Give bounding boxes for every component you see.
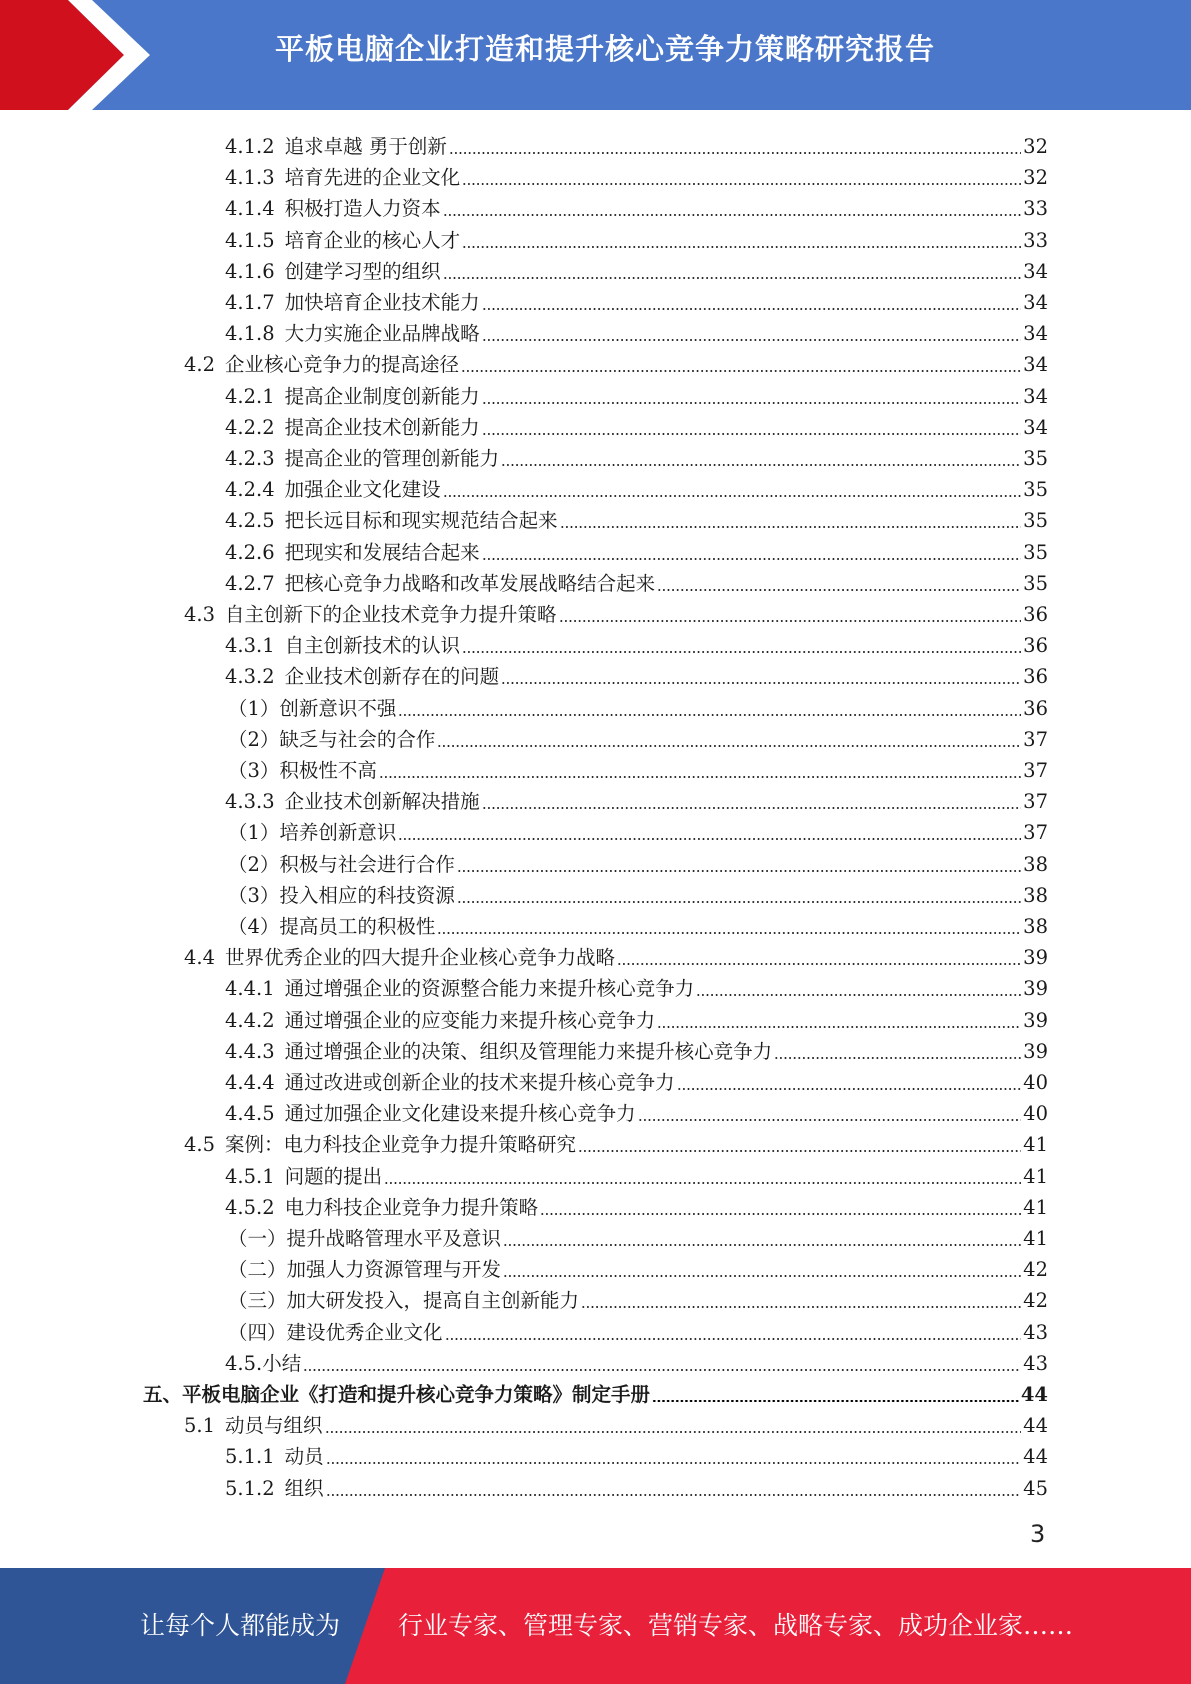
toc-dot-leader	[398, 838, 1021, 840]
toc-entry-number: 4.5	[184, 1133, 216, 1157]
toc-entry-title: 把核心竞争力战略和改革发展战略结合起来	[284, 571, 656, 595]
toc-entry[interactable]	[225, 1189, 1048, 1220]
toc-entry-number: 4.3.1	[225, 634, 275, 658]
toc-dot-leader	[457, 870, 1021, 872]
toc-entry-page: 37	[1023, 727, 1048, 751]
toc-entry-title: 自主创新下的企业技术竞争力提升策略	[225, 603, 557, 626]
toc-entry-page: 35	[1023, 509, 1048, 533]
toc-entry-title: 案例：电力科技企业竞争力提升策略研究	[225, 1133, 577, 1157]
footer-slogan: 让每个人都能成为	[140, 1611, 341, 1640]
toc-entry-page: 44	[1023, 1414, 1048, 1438]
toc-dot-leader	[503, 1275, 1021, 1277]
toc-entry-number: 4.2.4	[225, 478, 275, 502]
toc-entry-page: 34	[1023, 259, 1048, 283]
toc-entry-page: 43	[1023, 1320, 1048, 1344]
toc-entry-page: 36	[1023, 665, 1048, 689]
toc-dot-leader	[657, 589, 1021, 591]
toc-dot-leader	[326, 1494, 1022, 1496]
toc-dot-leader	[657, 1026, 1021, 1028]
toc-entry-page: 36	[1023, 634, 1048, 658]
toc-entry-number: 4.1.2	[225, 135, 275, 158]
toc-entry-page: 44	[1023, 1445, 1048, 1469]
toc-entry-title: （四）建设优秀企业文化	[228, 1320, 443, 1344]
toc-dot-leader	[638, 1119, 1022, 1121]
toc-entry-number: 4.4.5	[225, 1102, 275, 1126]
toc-entry[interactable]	[225, 222, 1048, 253]
toc-entry-title: 追求卓越 勇于创新	[284, 135, 447, 158]
toc-entry-number: 4.2.7	[225, 571, 275, 595]
toc-entry-page: 41	[1023, 1195, 1048, 1219]
toc-entry-page: 33	[1023, 228, 1048, 252]
toc-entry-number: 4.2.5	[225, 509, 275, 533]
toc-dot-leader	[617, 963, 1021, 965]
toc-dot-leader	[443, 495, 1022, 497]
toc-entry[interactable]	[225, 1438, 1048, 1469]
toc-entry-number: 4.2.6	[225, 540, 275, 564]
toc-entry[interactable]	[184, 1407, 1048, 1438]
toc-entry-title: 企业技术创新解决措施	[284, 790, 480, 814]
toc-entry-page: 40	[1023, 1071, 1048, 1094]
toc-entry-page: 37	[1023, 790, 1048, 814]
toc-entry[interactable]	[225, 783, 1048, 814]
toc-entry-page: 34	[1023, 353, 1048, 377]
toc-dot-leader	[652, 1400, 1019, 1402]
toc-entry-number: 5.1	[184, 1414, 216, 1438]
toc-dot-leader	[482, 807, 1022, 809]
toc-entry-page: 35	[1023, 478, 1048, 502]
toc-entry-page: 34	[1023, 415, 1048, 439]
toc-entry[interactable]	[228, 877, 1048, 908]
toc-entry-title: 世界优秀企业的四大提升企业核心竞争力战略	[225, 946, 616, 970]
toc-entry-title: 提高企业技术创新能力	[284, 415, 480, 439]
toc-entry-page: 42	[1023, 1289, 1048, 1313]
toc-entry[interactable]	[228, 846, 1048, 877]
toc-entry[interactable]	[225, 1345, 1048, 1376]
toc-entry-title: 培育企业的核心人才	[284, 228, 461, 252]
toc-entry-title: 大力实施企业品牌战略	[284, 322, 480, 346]
toc-entry[interactable]	[225, 502, 1048, 533]
toc-entry-page: 39	[1023, 1008, 1048, 1032]
toc-entry-number: 4.4.1	[225, 977, 275, 1001]
toc-entry-title: （3）积极性不高	[228, 759, 377, 782]
toc-entry-number: 4.3	[184, 603, 216, 626]
toc-dot-leader	[482, 558, 1022, 560]
toc-entry-title: 通过增强企业的资源整合能力来提升核心竞争力	[284, 977, 695, 1001]
toc-entry-title: （二）加强人力资源管理与开发	[228, 1258, 502, 1282]
toc-dot-leader	[501, 682, 1021, 684]
toc-dot-leader	[461, 370, 1021, 372]
toc-entry[interactable]	[225, 534, 1048, 565]
toc-entry[interactable]	[228, 1220, 1048, 1251]
toc-entry-title: （2）缺乏与社会的合作	[228, 727, 436, 751]
toc-entry-title: 动员与组织	[225, 1414, 323, 1438]
toc-entry[interactable]	[225, 1033, 1048, 1064]
toc-entry-title: 动员	[284, 1445, 324, 1469]
toc-entry-page: 39	[1023, 946, 1048, 970]
toc-entry-number: 5.1.2	[225, 1476, 275, 1500]
toc-dot-leader	[457, 901, 1021, 903]
toc-entry-number: 4.1.4	[225, 197, 275, 221]
toc-entry[interactable]	[225, 315, 1048, 346]
toc-entry-title: 组织	[284, 1476, 324, 1500]
toc-entry[interactable]	[228, 1314, 1048, 1345]
toc-entry[interactable]	[225, 658, 1048, 689]
toc-entry[interactable]	[225, 159, 1048, 190]
toc-dot-leader	[398, 714, 1021, 716]
toc-entry-number: 4.5.2	[225, 1195, 275, 1219]
toc-dot-leader	[501, 464, 1021, 466]
toc-entry[interactable]	[225, 190, 1048, 221]
toc-entry[interactable]	[225, 128, 1048, 159]
toc-entry-title: 电力科技企业竞争力提升策略	[284, 1195, 539, 1219]
toc-entry-number: 4.4.4	[225, 1071, 275, 1094]
toc-entry-title: 提高企业制度创新能力	[284, 384, 480, 408]
toc-dot-leader	[677, 1088, 1022, 1090]
toc-entry-title: 通过增强企业的决策、组织及管理能力来提升核心竞争力	[284, 1039, 773, 1063]
toc-entry-title: 提高企业的管理创新能力	[284, 447, 500, 470]
toc-entry-title: （三）加大研发投入，提高自主创新能力	[228, 1289, 580, 1313]
toc-entry-title: 问题的提出	[284, 1164, 383, 1188]
toc-entry-page: 41	[1023, 1164, 1048, 1188]
toc-entry-number: 4.3.2	[225, 665, 275, 689]
toc-entry-number: 4.5.1	[225, 1164, 275, 1188]
toc-dot-leader	[482, 308, 1022, 310]
toc-entry-number: 4.1.6	[225, 259, 275, 283]
toc-dot-leader	[437, 932, 1021, 934]
toc-entry-title: （1）创新意识不强	[228, 696, 397, 720]
toc-dot-leader	[482, 339, 1022, 341]
toc-entry-page: 35	[1023, 540, 1048, 564]
toc-entry-number: 4.2	[184, 353, 216, 377]
toc-entry-title: 培育先进的企业文化	[284, 166, 461, 190]
toc-entry-page: 41	[1023, 1227, 1048, 1250]
toc-entry-number: 4.4.2	[225, 1008, 275, 1032]
toc-dot-leader	[482, 433, 1022, 435]
footer-banner	[0, 1568, 1191, 1684]
toc-dot-leader	[696, 994, 1021, 996]
toc-entry-title: 企业技术创新存在的问题	[284, 665, 500, 689]
toc-entry-page: 36	[1023, 696, 1048, 720]
toc-entry-title: （4）提高员工的积极性	[228, 915, 436, 938]
toc-entry[interactable]	[228, 752, 1048, 783]
toc-dot-leader	[437, 745, 1021, 747]
toc-entry-title: 4.5.小结	[225, 1351, 302, 1375]
toc-dot-leader	[462, 183, 1021, 185]
toc-entry-page: 37	[1023, 759, 1048, 782]
toc-dot-leader	[503, 1244, 1021, 1246]
toc-dot-leader	[774, 1057, 1021, 1059]
toc-entry-title: （2）积极与社会进行合作	[228, 852, 455, 876]
toc-entry[interactable]	[225, 409, 1048, 440]
toc-dot-leader	[443, 277, 1022, 279]
toc-entry-title: 通过改进或创新企业的技术来提升核心竞争力	[284, 1071, 675, 1094]
toc-entry[interactable]	[143, 1376, 1048, 1407]
toc-dot-leader	[462, 651, 1021, 653]
toc-entry[interactable]	[184, 1126, 1048, 1157]
toc-entry-title: 通过加强企业文化建设来提升核心竞争力	[284, 1102, 636, 1126]
toc-entry-page: 35	[1023, 447, 1048, 470]
toc-dot-leader	[462, 246, 1021, 248]
toc-dot-leader	[384, 1182, 1021, 1184]
toc-entry-number: 4.4	[184, 946, 216, 970]
toc-entry[interactable]	[228, 1251, 1048, 1282]
toc-entry-number: 4.1.3	[225, 166, 275, 190]
toc-entry[interactable]	[225, 471, 1048, 502]
toc-entry-page: 35	[1023, 571, 1048, 595]
toc-entry[interactable]	[225, 970, 1048, 1001]
toc-entry-number: 4.2.1	[225, 384, 275, 408]
toc-entry-number: 5.1.1	[225, 1445, 275, 1469]
toc-entry-title: （一）提升战略管理水平及意识	[228, 1227, 502, 1250]
toc-dot-leader	[581, 1306, 1021, 1308]
toc-dot-leader	[379, 776, 1021, 778]
toc-entry[interactable]	[228, 1282, 1048, 1313]
toc-entry[interactable]	[225, 1002, 1048, 1033]
footer-tagline: 行业专家、管理专家、营销专家、战略专家、成功企业家……	[398, 1611, 1074, 1640]
toc-entry[interactable]	[225, 627, 1048, 658]
toc-entry-number: 4.1.5	[225, 228, 275, 252]
toc-entry-number: 4.2.2	[225, 415, 275, 439]
toc-entry-page: 32	[1023, 166, 1048, 190]
toc-entry[interactable]	[225, 1095, 1048, 1126]
toc-entry[interactable]	[228, 721, 1048, 752]
toc-entry-title: 把长远目标和现实规范结合起来	[284, 509, 558, 533]
toc-entry-number: 4.1.8	[225, 322, 275, 346]
toc-entry[interactable]	[184, 596, 1048, 627]
toc-entry[interactable]	[225, 378, 1048, 409]
toc-entry-number: 4.1.7	[225, 291, 275, 314]
toc-entry-title: 通过增强企业的应变能力来提升核心竞争力	[284, 1008, 656, 1032]
page-number: 3	[1030, 1520, 1046, 1548]
header-banner	[0, 0, 1191, 110]
toc-entry[interactable]	[228, 908, 1048, 939]
toc-entry-title: 自主创新技术的认识	[284, 634, 461, 658]
toc-entry-page: 39	[1023, 1039, 1048, 1063]
toc-dot-leader	[482, 402, 1022, 404]
toc-entry[interactable]	[184, 346, 1048, 377]
toc-entry-page: 33	[1023, 197, 1048, 221]
toc-entry[interactable]	[225, 440, 1048, 471]
toc-entry[interactable]	[225, 253, 1048, 284]
toc-entry-page: 34	[1023, 384, 1048, 408]
toc-dot-leader	[560, 526, 1022, 528]
toc-entry-title: 把现实和发展结合起来	[284, 540, 480, 564]
toc-dot-leader	[325, 1431, 1022, 1433]
toc-dot-leader	[559, 620, 1022, 622]
toc-entry-title: 加快培育企业技术能力	[284, 291, 480, 314]
toc-entry[interactable]	[225, 565, 1048, 596]
toc-entry[interactable]	[225, 1064, 1048, 1095]
toc-entry-page: 43	[1023, 1351, 1048, 1375]
toc-dot-leader	[443, 214, 1022, 216]
toc-entry-page: 37	[1023, 821, 1048, 845]
toc-entry[interactable]	[184, 939, 1048, 970]
toc-entry-page: 36	[1023, 603, 1048, 626]
toc-entry-page: 40	[1023, 1102, 1048, 1126]
toc-entry-title: 企业核心竞争力的提高途径	[225, 353, 460, 377]
toc-dot-leader	[540, 1213, 1021, 1215]
toc-entry[interactable]	[225, 284, 1048, 315]
toc-entry-page: 38	[1023, 915, 1048, 938]
toc-entry-page: 41	[1023, 1133, 1048, 1157]
toc-entry-number: 4.4.3	[225, 1039, 275, 1063]
toc-entry[interactable]	[228, 690, 1048, 721]
toc-entry-title: 积极打造人力资本	[284, 197, 441, 221]
toc-entry-page: 34	[1023, 322, 1048, 346]
toc-entry-number: 4.2.3	[225, 447, 275, 470]
toc-entry-title: 加强企业文化建设	[284, 478, 441, 502]
toc-entry-title: （1）培养创新意识	[228, 821, 397, 845]
document-title: 平板电脑企业打造和提升核心竞争力策略研究报告	[274, 32, 935, 66]
toc-entry-page: 45	[1023, 1476, 1048, 1500]
toc-entry-page: 39	[1023, 977, 1048, 1001]
toc-entry-page: 32	[1023, 135, 1048, 158]
toc-entry-page: 38	[1023, 883, 1048, 907]
toc-entry[interactable]	[225, 1158, 1048, 1189]
toc-entry-page: 34	[1023, 291, 1048, 314]
toc-entry-title: 五、平板电脑企业《打造和提升核心竞争力策略》制定手册	[143, 1383, 651, 1406]
toc-entry-title: （3）投入相应的科技资源	[228, 883, 455, 907]
toc-entry[interactable]	[225, 1470, 1048, 1501]
toc-entry[interactable]	[228, 814, 1048, 845]
toc-dot-leader	[578, 1150, 1021, 1152]
toc-entry-page: 38	[1023, 852, 1048, 876]
toc-entry-title: 创建学习型的组织	[284, 259, 441, 283]
toc-entry-number: 4.3.3	[225, 790, 275, 814]
toc-entry-page: 44	[1020, 1383, 1048, 1406]
toc-entry-page: 42	[1023, 1258, 1048, 1282]
toc-dot-leader	[445, 1338, 1022, 1340]
toc-dot-leader	[326, 1462, 1022, 1464]
toc-dot-leader	[449, 152, 1021, 154]
toc-dot-leader	[303, 1369, 1021, 1371]
